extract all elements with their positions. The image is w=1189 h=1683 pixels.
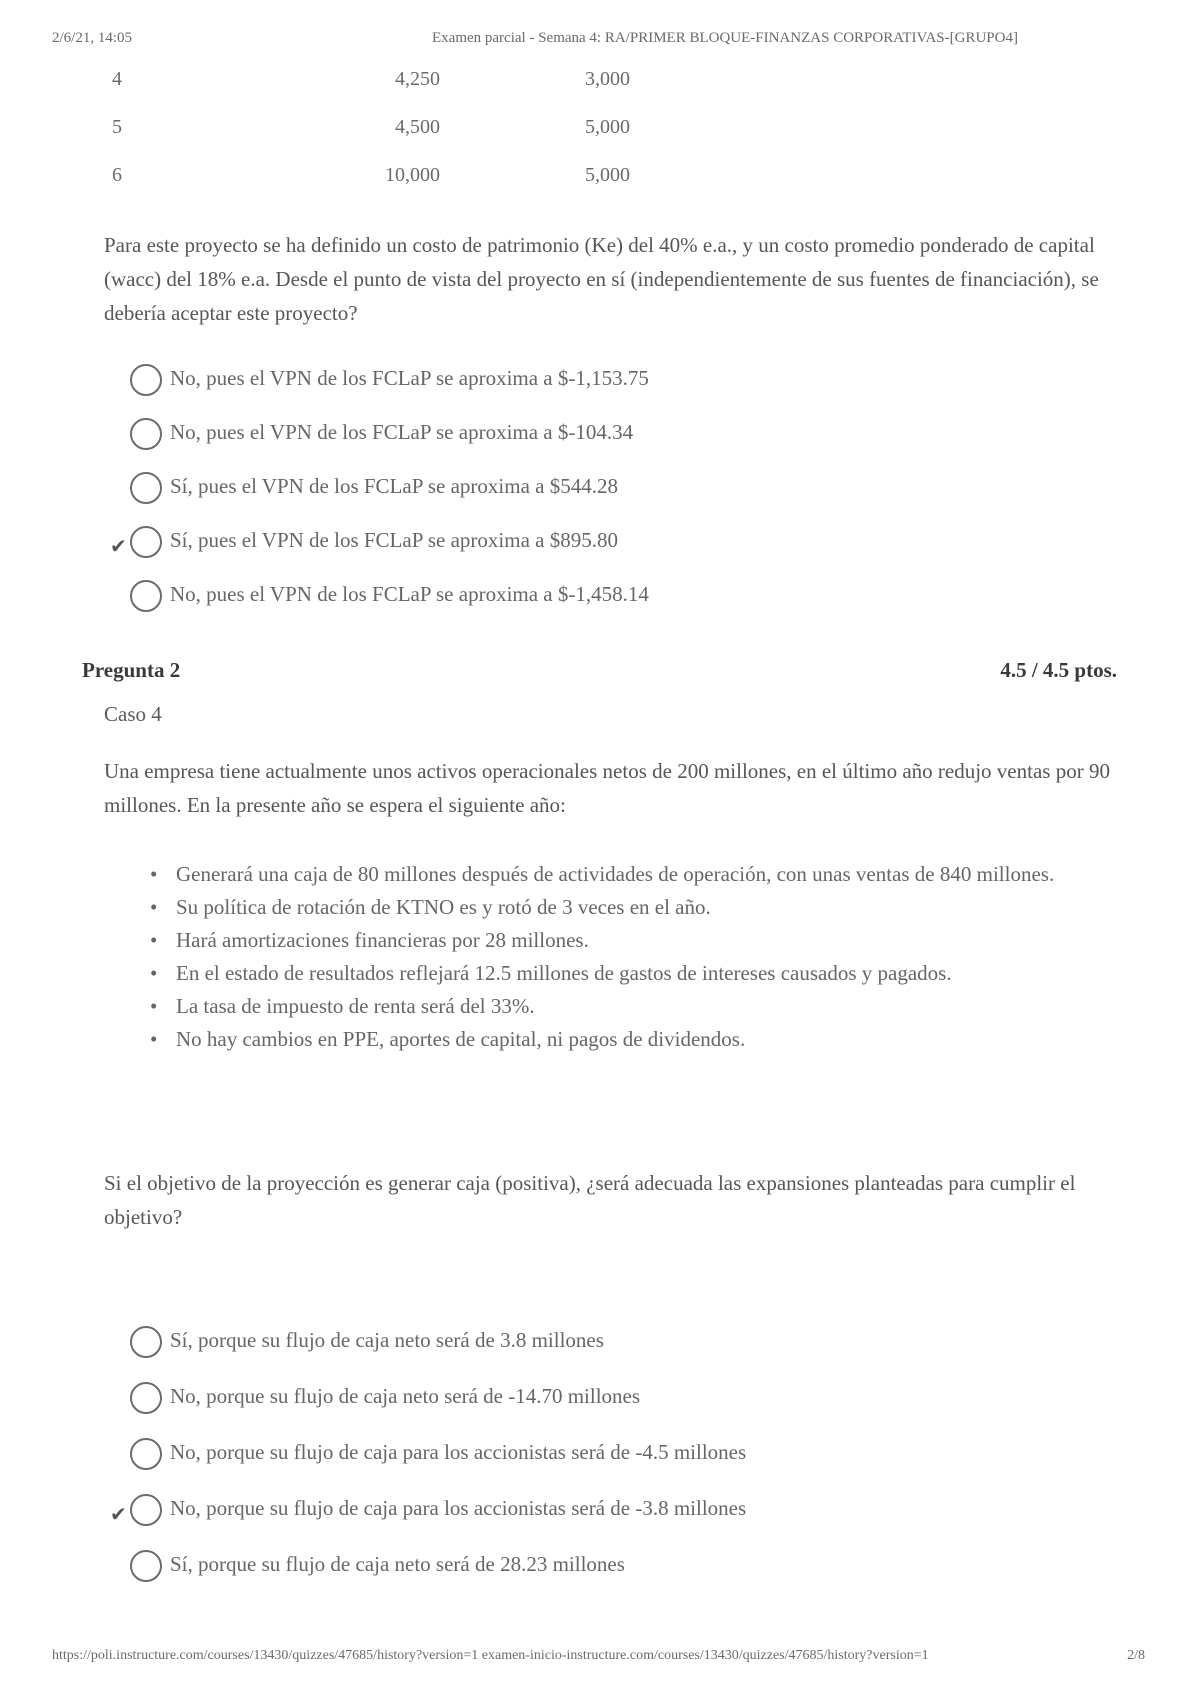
- q1-option-1[interactable]: [130, 362, 1030, 402]
- question-points: 4.5 / 4.5 ptos.: [1000, 658, 1117, 682]
- value-b-cell: 3,000: [585, 68, 630, 90]
- radio-button[interactable]: [130, 526, 162, 558]
- radio-button[interactable]: [130, 364, 162, 396]
- q2-option-4[interactable]: [110, 1492, 1030, 1532]
- year-cell: 6: [112, 164, 122, 186]
- print-url: https://poli.instructure.com/courses/13430/quizzes/47685/history?version=1 examen-inicio-instructure.com/courses/13430/quizzes/47685/history?version=1: [52, 1648, 929, 1663]
- table-row: [100, 110, 630, 158]
- option-label: Sí, pues el VPN de los FCLaP se aproxima a $544.28: [170, 474, 618, 498]
- radio-button[interactable]: [130, 1494, 162, 1526]
- option-label: No, pues el VPN de los FCLaP se aproxima a $-1,153.75: [170, 366, 649, 390]
- q1-option-3[interactable]: [130, 470, 1030, 510]
- radio-button[interactable]: [130, 418, 162, 450]
- q2-option-1[interactable]: [130, 1324, 1030, 1364]
- year-cell: 4: [112, 68, 122, 90]
- option-label: No, porque su flujo de caja para los accionistas será de -4.5 millones: [170, 1440, 747, 1464]
- list-item: • Hará amortizaciones financieras por 28 millones.: [150, 924, 1090, 957]
- option-label: Sí, porque su flujo de caja neto será de 28.23 millones: [170, 1552, 625, 1576]
- option-label: No, pues el VPN de los FCLaP se aproxima a $-1,458.14: [170, 582, 649, 606]
- radio-button[interactable]: [130, 472, 162, 504]
- list-item: • En el estado de resultados reflejará 12.5 millones de gastos de intereses causados y pagados.: [150, 957, 1090, 990]
- radio-button[interactable]: [130, 1382, 162, 1414]
- value-a-cell: 4,500: [395, 116, 440, 138]
- case-label: Caso 4: [104, 702, 162, 726]
- question-title: Pregunta 2: [82, 658, 181, 682]
- year-cell: 5: [112, 116, 122, 138]
- radio-button[interactable]: [130, 1550, 162, 1582]
- q2-option-3[interactable]: [130, 1436, 1030, 1476]
- correct-check-icon: ✔: [110, 536, 127, 558]
- option-label: No, pues el VPN de los FCLaP se aproxima a $-104.34: [170, 420, 634, 444]
- print-page-number: 2/8: [1127, 1648, 1145, 1663]
- table-row: [100, 62, 630, 110]
- table-row: [100, 158, 630, 206]
- print-page-title: Examen parcial - Semana 4: RA/PRIMER BLOQUE-FINANZAS CORPORATIVAS-[GRUPO4]: [432, 30, 1018, 46]
- list-item: • La tasa de impuesto de renta será del 33%.: [150, 990, 1090, 1023]
- option-label: No, porque su flujo de caja neto será de -14.70 millones: [170, 1384, 641, 1408]
- correct-check-icon: ✔: [110, 1504, 127, 1526]
- q2-bullet-list: [150, 858, 1090, 1056]
- q1-option-2[interactable]: [130, 416, 1030, 456]
- list-item: • No hay cambios en PPE, aportes de capital, ni pagos de dividendos.: [150, 1023, 1090, 1056]
- value-a-cell: 4,250: [395, 68, 440, 90]
- q1-option-4[interactable]: [110, 524, 1030, 564]
- radio-button[interactable]: [130, 1438, 162, 1470]
- option-label: Sí, pues el VPN de los FCLaP se aproxima a $895.80: [170, 528, 618, 552]
- q2-option-5[interactable]: [130, 1548, 1030, 1588]
- print-date: 2/6/21, 14:05: [52, 30, 133, 46]
- radio-button[interactable]: [130, 580, 162, 612]
- list-item: • Generará una caja de 80 millones después de actividades de operación, con unas ventas de 840 millones.: [150, 858, 1090, 891]
- q2-question-text: Si el objetivo de la proyección es generar caja (positiva), ¿será adecuada las expansiones planteadas para cumplir el objetivo?: [104, 1171, 1076, 1229]
- value-a-cell: 10,000: [385, 164, 440, 186]
- value-b-cell: 5,000: [585, 164, 630, 186]
- cashflow-table: [100, 62, 630, 206]
- q2-option-2[interactable]: [130, 1380, 1030, 1420]
- q2-intro-text: Una empresa tiene actualmente unos activos operacionales netos de 200 millones, en el último año redujo ventas por 90 millones. En la presente año se espera el siguiente año:: [104, 759, 1110, 817]
- q1-option-5[interactable]: [130, 578, 1030, 618]
- q1-question-text: Para este proyecto se ha definido un costo de patrimonio (Ke) del 40% e.a., y un costo promedio ponderado de capital (wacc) del 18% e.a. Desde el punto de vista del proyecto en sí (independientemente de sus fuentes de financiación), se debería aceptar este proyecto?: [104, 233, 1099, 325]
- option-label: Sí, porque su flujo de caja neto será de 3.8 millones: [170, 1328, 604, 1352]
- radio-button[interactable]: [130, 1326, 162, 1358]
- value-b-cell: 5,000: [585, 116, 630, 138]
- option-label: No, porque su flujo de caja para los accionistas será de -3.8 millones: [170, 1496, 747, 1520]
- list-item: • Su política de rotación de KTNO es y rotó de 3 veces en el año.: [150, 891, 1090, 924]
